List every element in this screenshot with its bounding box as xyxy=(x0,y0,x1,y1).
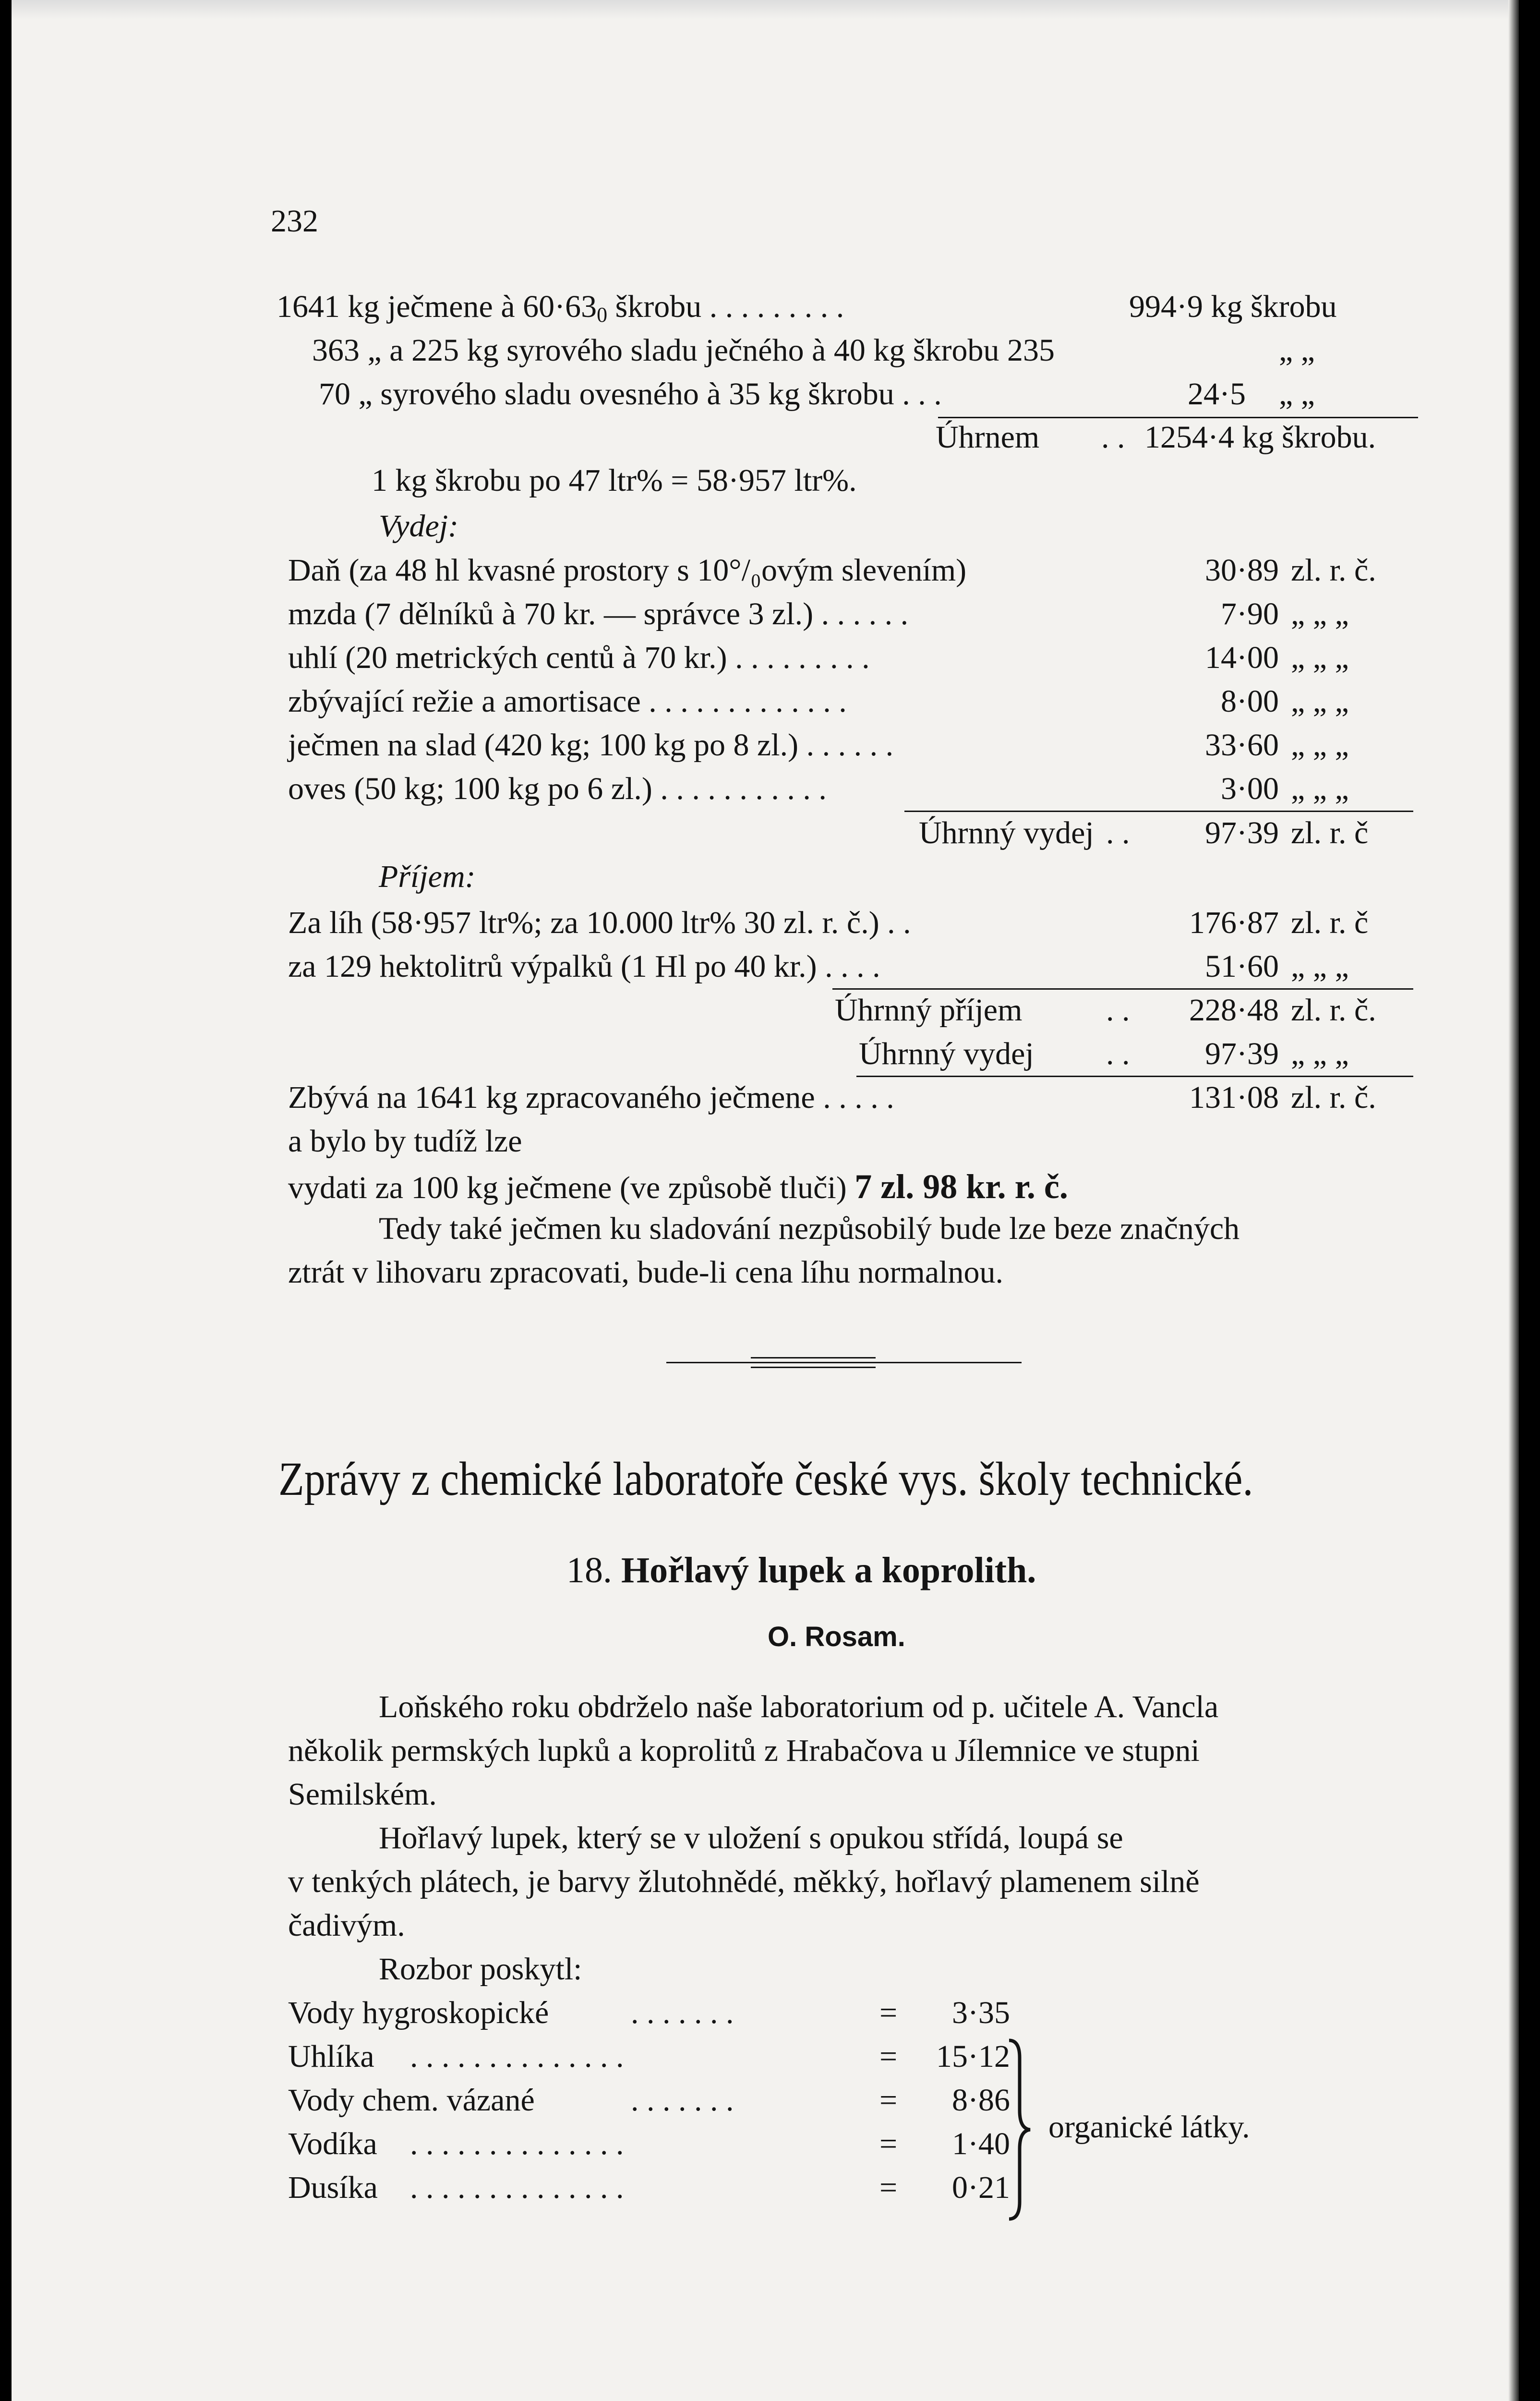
expense-repeat-value: 97·39 xyxy=(1205,1036,1279,1071)
prijem-heading: Příjem: xyxy=(379,859,476,894)
analysis-row-value: 0·21 xyxy=(952,2170,1010,2205)
curly-brace xyxy=(1005,2038,1034,2221)
article-title: Hořlavý lupek a koprolith. xyxy=(621,1550,1036,1590)
expense-row-unit: „ „ „ xyxy=(1291,684,1349,719)
income-total-label: Úhrnný příjem xyxy=(835,993,1023,1028)
income-total-unit: zl. r. č. xyxy=(1291,993,1376,1028)
page-edge-shadow xyxy=(1508,0,1519,2401)
conclusion-text: vydati za 100 kg ječmene (ve způsobě tluči) xyxy=(288,1170,847,1205)
analysis-row-label: Vody hygroskopické xyxy=(288,1995,549,2030)
analysis-row-dots: . . . . . . . . . . . . . . xyxy=(410,2039,624,2074)
income-total-dots: . . xyxy=(1106,993,1130,1028)
calc-line-3-dots: . . . xyxy=(894,376,942,412)
calc-line-3-ditto: „ „ xyxy=(1279,376,1315,412)
income-row-unit: zl. r. č xyxy=(1291,905,1369,940)
expense-total-label: Úhrnný vydej xyxy=(919,815,1094,850)
analysis-row-eq: = xyxy=(879,2170,898,2205)
analysis-row-label: Dusíka xyxy=(288,2170,378,2205)
expense-repeat-label: Úhrnný vydej xyxy=(859,1036,1034,1071)
calc-line-1-value: 994·9 kg škrobu xyxy=(1129,289,1337,324)
book-page xyxy=(12,0,1519,2401)
calc-total-dots: . . xyxy=(1101,420,1125,455)
analysis-row-eq: = xyxy=(879,1995,898,2030)
calc-line-1-left: 1641 kg ječmene à 60·63 xyxy=(277,289,597,324)
paragraph-line: ztrát v lihovaru zpracovati, bude-li cena líhu normalnou. xyxy=(288,1255,1003,1290)
calc-conversion: 1 kg škrobu po 47 ltr% = 58·957 ltr%. xyxy=(372,463,857,498)
analysis-row-label: Uhlíka xyxy=(288,2039,374,2074)
income-sum-rule xyxy=(832,988,1413,990)
income-row-label: za 129 hektolitrů výpalků (1 Hl po 40 kr.) . . . . xyxy=(288,949,880,984)
conclusion-amount: 7 zl. 98 kr. r. č. xyxy=(854,1167,1068,1206)
expense-row-value: 8·00 xyxy=(1221,684,1279,719)
expense-row-unit: zl. r. č. xyxy=(1291,553,1376,588)
analysis-row-eq: = xyxy=(879,2126,898,2161)
paragraph-line: Tedy také ječmen ku sladování nezpůsobilý bude lze beze značných xyxy=(379,1211,1240,1246)
paragraph-line: Semilském. xyxy=(288,1777,437,1812)
calc-line-1-dots: . . . . . . . . . xyxy=(701,289,844,324)
analysis-row-value: 15·12 xyxy=(936,2039,1010,2074)
remain-label: Zbývá na 1641 kg zpracovaného ječmene . . . . . xyxy=(288,1080,894,1115)
rozbor-heading: Rozbor poskytl: xyxy=(379,1952,582,1987)
expense-row-label: mzda (7 dělníků à 70 kr. — správce 3 zl.) . . . . . . xyxy=(288,596,909,631)
calc-sum-rule xyxy=(938,417,1418,418)
analysis-row-dots: . . . . . . . xyxy=(631,2083,734,2118)
analysis-row-value: 8·86 xyxy=(952,2083,1010,2118)
brace-note: organické látky. xyxy=(1048,2110,1250,2145)
paragraph-line: několik permských lupků a koprolitů z Hrabačova u Jílemnice ve stupni xyxy=(288,1733,1200,1768)
calc-line-1 xyxy=(277,289,844,327)
expense-total-unit: zl. r. č xyxy=(1291,815,1369,850)
article-author: O. Rosam. xyxy=(768,1621,905,1652)
conclusion-line-1: a bylo by tudíž lze xyxy=(288,1124,522,1159)
income-row-value: 51·60 xyxy=(1205,949,1279,984)
expense-total-value: 97·39 xyxy=(1205,815,1279,850)
expense-row-unit: „ „ „ xyxy=(1291,728,1349,763)
calc-line-1-mid: škrobu xyxy=(615,289,702,324)
analysis-row-dots: . . . . . . . . . . . . . . xyxy=(410,2126,624,2161)
expense-row-value: 30·89 xyxy=(1205,553,1279,588)
income-total-value: 228·48 xyxy=(1189,993,1279,1028)
calc-total-label: Úhrnem xyxy=(936,420,1040,455)
analysis-row-eq: = xyxy=(879,2083,898,2118)
expense-row-value: 3·00 xyxy=(1221,771,1279,806)
analysis-row-eq: = xyxy=(879,2039,898,2074)
calc-line-3-value: 24·5 xyxy=(1188,376,1246,412)
analysis-row-label: Vody chem. vázané xyxy=(288,2083,535,2118)
calc-total-value: 1254·4 kg škrobu. xyxy=(1144,420,1376,455)
expense-row-unit: „ „ „ xyxy=(1291,771,1349,806)
remain-value: 131·08 xyxy=(1189,1080,1279,1115)
calc-line-3-left: 70 „ syrového sladu ovesného à 35 kg škrobu xyxy=(319,376,894,412)
expense-row-value: 14·00 xyxy=(1205,640,1279,675)
scan-artifact xyxy=(12,0,1519,19)
article-heading xyxy=(566,1552,1036,1589)
expense-row-label: oves (50 kg; 100 kg po 6 zl.) . . . . . . . . . . . xyxy=(288,771,827,806)
article-number: 18. xyxy=(566,1550,612,1590)
expense-repeat-dots: . . xyxy=(1106,1036,1130,1071)
expense-row-label: zbývající režie a amortisace . . . . . . . . . . . . . xyxy=(288,684,847,719)
conclusion-line-2 xyxy=(288,1169,1068,1204)
analysis-row-dots: . . . . . . . . . . . . . . xyxy=(410,2170,624,2205)
analysis-row-dots: . . . . . . . xyxy=(631,1995,734,2030)
paragraph-line: Loňského roku obdrželo naše laboratorium od p. učitele A. Vancla xyxy=(379,1689,1219,1724)
analysis-row-value: 3·35 xyxy=(952,1995,1010,2030)
calc-line-1-sub: 0 xyxy=(597,303,608,327)
expense-row-label: ječmen na slad (420 kg; 100 kg po 8 zl.) . . . . . . xyxy=(288,728,894,763)
analysis-row-label: Vodíka xyxy=(288,2126,377,2161)
expense-row-label: Daň (za 48 hl kvasné prostory s 10°/₀ovým slevením) xyxy=(288,553,967,588)
calc-line-2-ditto: „ „ xyxy=(1279,333,1315,368)
paragraph-line: Hořlavý lupek, který se v uložení s opukou střídá, loupá se xyxy=(379,1820,1123,1855)
vydej-heading: Vydej: xyxy=(379,509,459,544)
page-number: 232 xyxy=(271,204,318,239)
calc-line-3 xyxy=(319,378,942,410)
income-row-label: Za líh (58·957 ltr%; za 10.000 ltr% 30 zl. r. č.) . . xyxy=(288,905,911,940)
paragraph-line: čadivým. xyxy=(288,1908,405,1943)
remain-sum-rule xyxy=(856,1076,1413,1077)
expense-row-value: 7·90 xyxy=(1221,596,1279,631)
expense-sum-rule xyxy=(904,811,1413,812)
paragraph-line: v tenkých plátech, je barvy žlutohnědé, měkký, hořlavý plamenem silně xyxy=(288,1864,1200,1899)
expense-row-value: 33·60 xyxy=(1205,728,1279,763)
expense-total-dots: . . xyxy=(1106,815,1130,850)
expense-row-unit: „ „ „ xyxy=(1291,596,1349,631)
analysis-row-value: 1·40 xyxy=(952,2126,1010,2161)
expense-row-label: uhlí (20 metrických centů à 70 kr.) . . . . . . . . . xyxy=(288,640,870,675)
section-title: Zprávy z chemické laboratoře české vys. školy technické. xyxy=(278,1452,1253,1505)
income-row-value: 176·87 xyxy=(1189,905,1279,940)
remain-unit: zl. r. č. xyxy=(1291,1080,1376,1115)
calc-line-2: 363 „ a 225 kg syrového sladu ječného à 40 kg škrobu 235 xyxy=(312,333,1055,368)
income-row-unit: „ „ „ xyxy=(1291,949,1349,984)
expense-repeat-unit: „ „ „ xyxy=(1291,1036,1349,1071)
expense-row-unit: „ „ „ xyxy=(1291,640,1349,675)
